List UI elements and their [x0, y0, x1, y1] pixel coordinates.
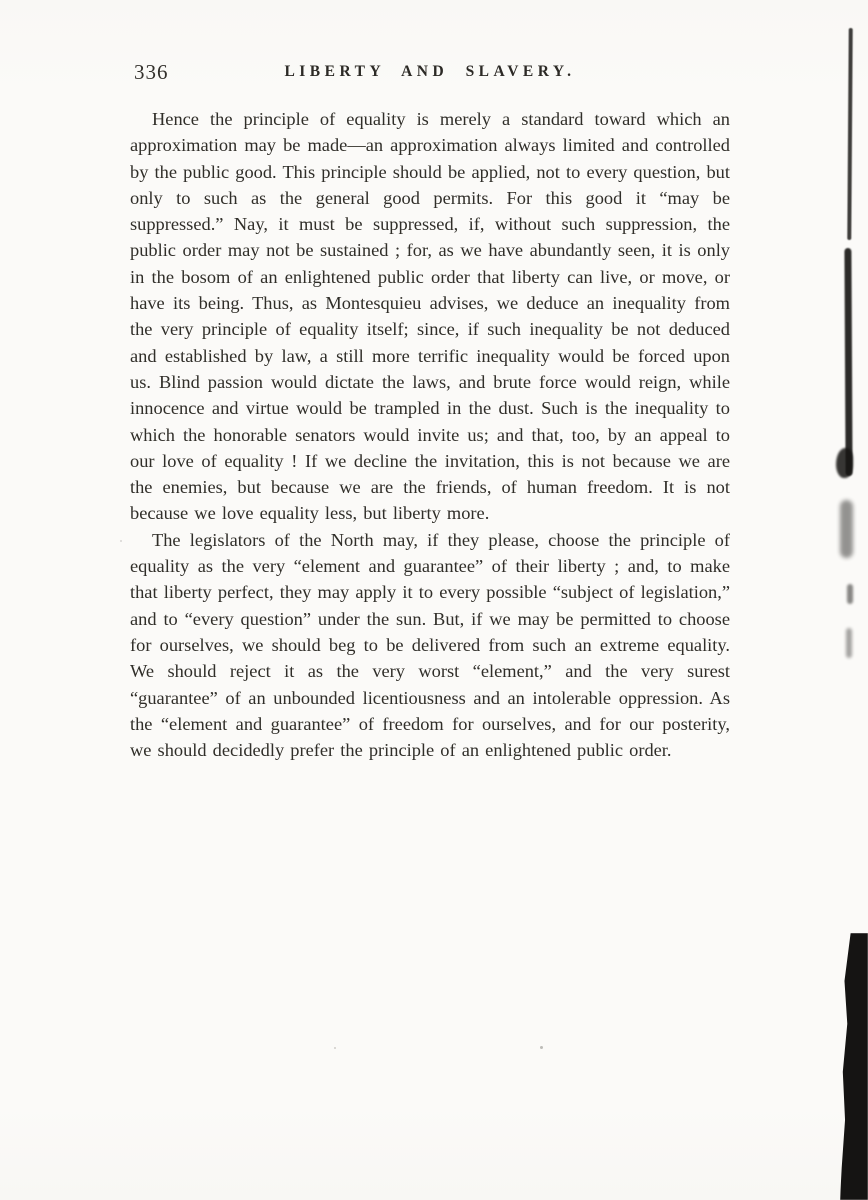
page-number: 336 [134, 60, 169, 84]
scan-artifact-top-line [847, 28, 852, 240]
text-column [130, 58, 730, 763]
scan-speck [120, 540, 122, 542]
scan-speck [334, 1047, 336, 1049]
scan-speck [540, 1046, 543, 1049]
page-header-row [130, 58, 730, 88]
running-head-title: LIBERTY AND SLAVERY. [284, 63, 576, 80]
scan-artifact-mid-strip [844, 248, 852, 476]
scan-artifact-mid-blob [836, 448, 853, 478]
paragraph-1: Hence the principle of equality is merely a standard toward which an approximation may be made—an approximation always limited and controlled by the public good. This principle should be applied, not to every question, but only to such as the general good permits. For this good it “may be suppressed.” Nay, it must be suppressed, if, without such suppression, the public order may not be sustained ; for, as we have abundantly seen, it is only in the bosom of an enlightened public order that liberty can live, or move, or have its being. Thus, as Montesquieu advises, we deduce an inequality from the very principle of equality itself; since, if such inequality be not deduced and established by law, a still more terrific inequality would be forced upon us. Blind passion would dictate the laws, and brute force would reign, while innocence and virtue would be trampled in the dust. Such is the inequality to which the honorable senators would invite us; and that, too, by an appeal to our love of equality ! If we decline the invitation, this is not because we are the enemies, but because we are the friends, of human freedom. It is not because we love equality less, but liberty more. [130, 109, 730, 524]
scan-artifact-binding-shadow [840, 933, 868, 1200]
scan-artifact-smudge [840, 500, 853, 558]
scan-artifact-smudge [847, 584, 853, 604]
paragraph-2: The legislators of the North may, if they please, choose the principle of equality as the very “element and guarantee” of their liberty ; and, to make that liberty perfect, they may apply it to every possible “subject of legislation,” and to “every question” under the sun. But, if we may be permitted to choose for ourselves, we should beg to be delivered from such an extreme equality. We should reject it as the very worst “element,” and the very surest “guarantee” of an unbounded licentiousness and an intolerable oppression. As the “element and guarantee” of freedom for ourselves, and for our posterity, we should decidedly prefer the principle of an enlightened public order. [130, 529, 730, 761]
scan-artifact-smudge [846, 628, 852, 658]
body-text [130, 106, 730, 763]
